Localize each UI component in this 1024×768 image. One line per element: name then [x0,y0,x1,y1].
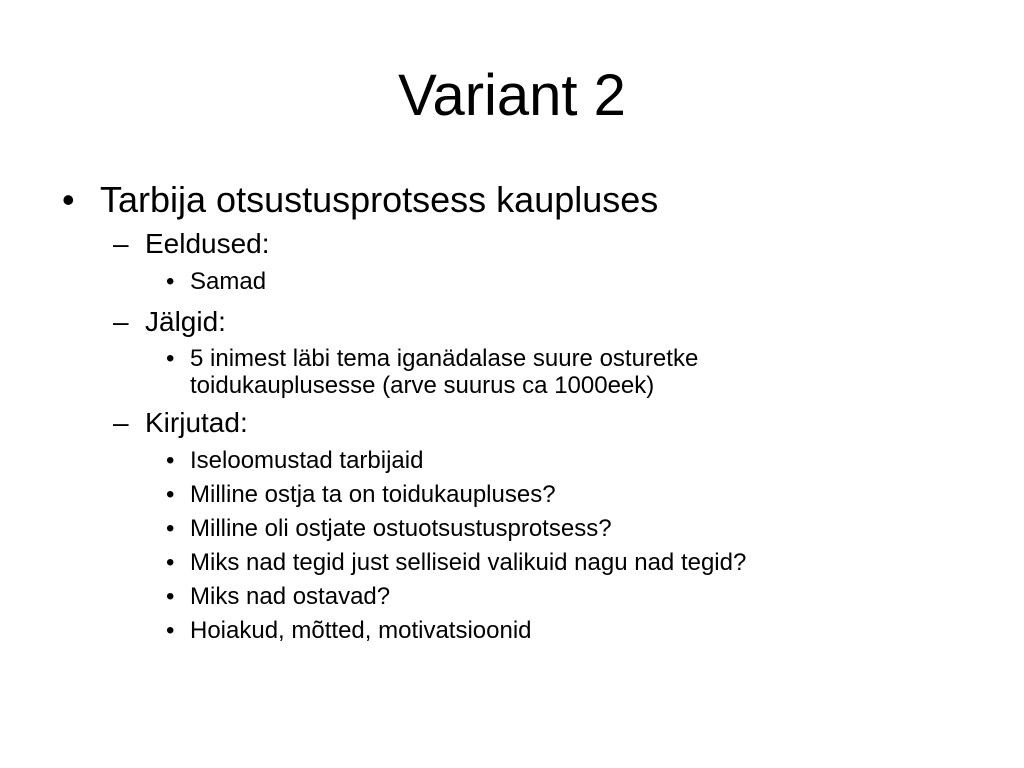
list-item-text: Samad [190,268,267,295]
dash-icon: – [113,228,129,259]
list-item-text: Milline ostja ta on toidukaupluses? [190,481,556,508]
bullet-icon: • [166,583,175,610]
list-item-text: Milline oli ostjate ostuotsustusprotsess? [190,515,612,542]
bullet-icon: • [166,481,175,508]
dash-icon: – [113,407,129,438]
section-heading: Kirjutad: [145,407,248,438]
bullet-icon: • [166,345,175,372]
bullet-icon: • [166,268,175,295]
list-item-text: 5 inimest läbi tema iganädalase suure osturetke toidukauplusesse (arve suurus ca 1000eek) [190,345,699,399]
list-item-text: Hoiakud, mõtted, motivatsioonid [190,617,532,644]
section-heading: Jälgid: [145,306,226,337]
list-item-text: Miks nad tegid just selliseid valikuid nagu nad tegid? [190,549,747,576]
list-item-text: Miks nad ostavad? [190,583,391,610]
bullet-level1-text: Tarbija otsustusprotsess kaupluses [100,179,659,220]
bullet-icon: • [166,447,175,474]
dash-icon: – [113,306,129,337]
bullet-icon: • [166,515,175,542]
bullet-icon: • [166,549,175,576]
bullet-icon: • [62,179,75,220]
slide-title: Variant 2 [398,63,626,128]
list-item-text: Iseloomustad tarbijaid [190,447,424,474]
section-heading: Eeldused: [145,228,270,259]
bullet-icon: • [166,617,175,644]
